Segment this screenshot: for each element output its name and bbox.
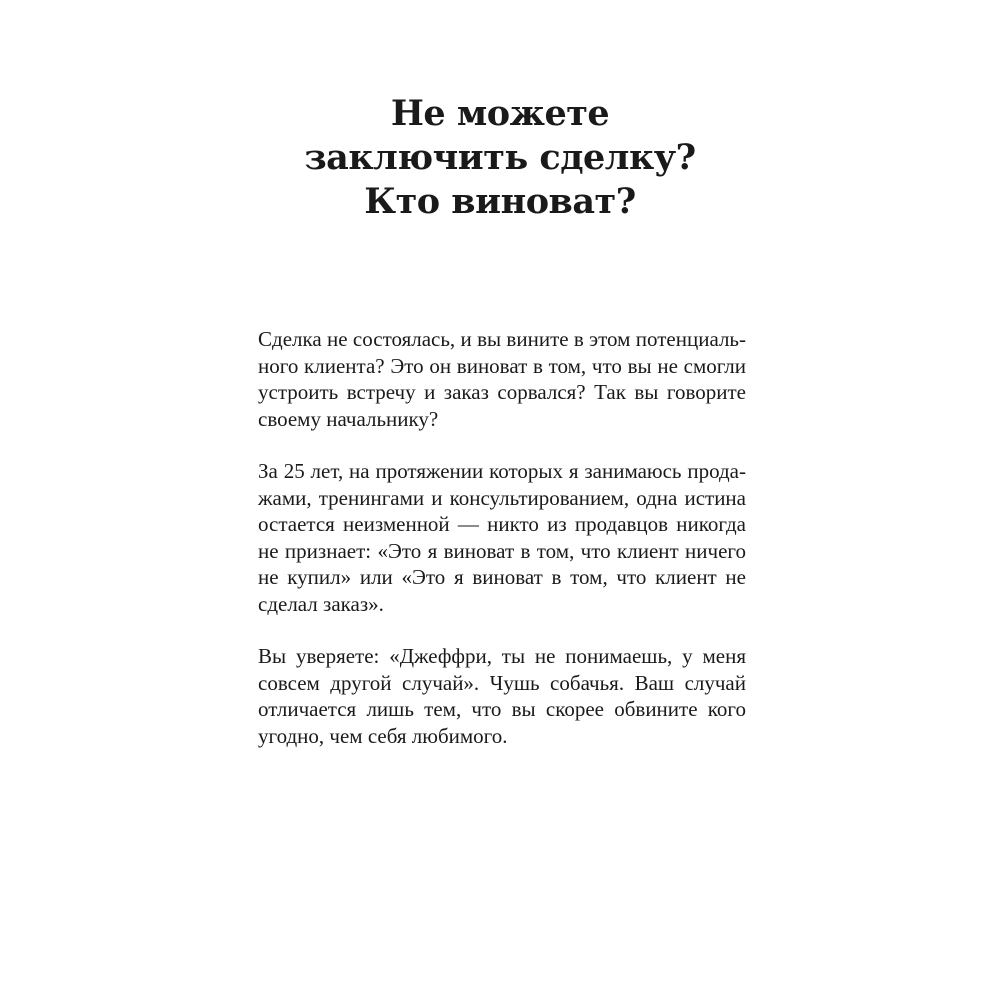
paragraph-2 bbox=[258, 458, 746, 617]
text-line: остается неизменной — никто из продавцов никогда bbox=[258, 512, 746, 536]
text-line: угодно, чем себя любимого. bbox=[258, 723, 508, 748]
paragraph-1 bbox=[258, 326, 746, 432]
text-line: отличается лишь тем, что вы скорее обвините кого bbox=[258, 697, 746, 721]
paragraph-3 bbox=[258, 643, 746, 749]
chapter-title-line: заключить сделку? bbox=[304, 137, 696, 178]
text-line: не признает: «Это я виноват в том, что клиент ничего bbox=[258, 538, 746, 563]
text-line: ного клиента? Это он виноват в том, что вы не смогли bbox=[258, 353, 746, 378]
chapter-title-line: Не можете bbox=[390, 93, 610, 134]
chapter-body bbox=[258, 326, 746, 775]
text-line: устроить встречу и заказ сорвался? Так вы говорите bbox=[258, 380, 746, 404]
text-line: совсем другой случай». Чушь собачья. Ваш случай bbox=[258, 670, 746, 695]
chapter-title-line: Кто виноват? bbox=[364, 181, 636, 222]
text-line: своему начальнику? bbox=[258, 406, 439, 431]
text-line: жами, тренингами и консультированием, одна истина bbox=[258, 485, 746, 510]
text-line: За 25 лет, на протяжении которых я занимаюсь прода- bbox=[258, 459, 746, 483]
text-line: не купил» или «Это я виноват в том, что клиент не bbox=[258, 565, 746, 589]
text-line: Сделка не состоялась, и вы вините в этом потенциаль- bbox=[258, 327, 746, 351]
text-line: сделал заказ». bbox=[258, 591, 384, 616]
chapter-title bbox=[0, 92, 1000, 224]
text-line: Вы уверяете: «Джеффри, ты не понимаешь, у меня bbox=[258, 644, 746, 668]
